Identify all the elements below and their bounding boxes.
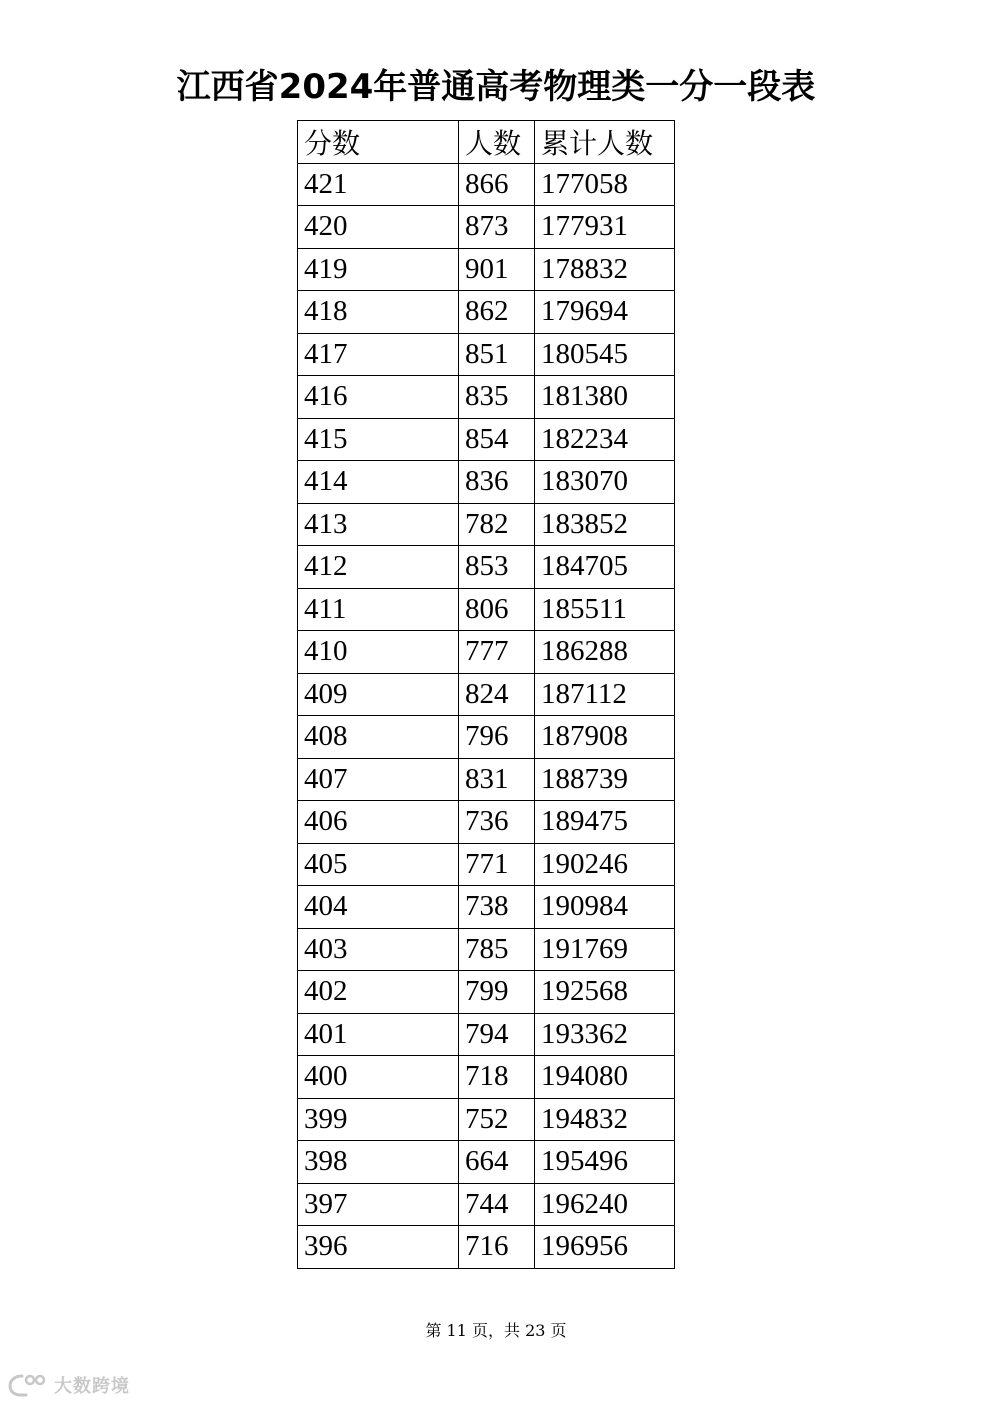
cell-cumulative: 184705: [535, 546, 675, 589]
cell-count: 752: [459, 1098, 535, 1141]
table-row: [298, 758, 675, 801]
cell-cumulative: 196956: [535, 1226, 675, 1269]
cell-score: 401: [298, 1013, 459, 1056]
cell-count: 824: [459, 673, 535, 716]
table-row: [298, 1141, 675, 1184]
table-row: [298, 546, 675, 589]
brand-logo-icon: [8, 1372, 48, 1398]
cell-cumulative: 188739: [535, 758, 675, 801]
table-row: [298, 843, 675, 886]
cell-cumulative: 183852: [535, 503, 675, 546]
table-row: [298, 716, 675, 759]
table-row: [298, 333, 675, 376]
cell-count: 853: [459, 546, 535, 589]
cell-count: 664: [459, 1141, 535, 1184]
cell-count: 862: [459, 291, 535, 334]
cell-score: 405: [298, 843, 459, 886]
cell-count: 738: [459, 886, 535, 929]
cell-score: 417: [298, 333, 459, 376]
cell-score: 421: [298, 163, 459, 206]
table-row: [298, 206, 675, 249]
table-row: [298, 376, 675, 419]
table-row: [298, 631, 675, 674]
table-row: [298, 461, 675, 504]
cell-score: 406: [298, 801, 459, 844]
table-row: [298, 503, 675, 546]
cell-cumulative: 179694: [535, 291, 675, 334]
cell-count: 866: [459, 163, 535, 206]
header-count: 人数: [459, 121, 535, 164]
cell-cumulative: 180545: [535, 333, 675, 376]
table-row: [298, 673, 675, 716]
cell-cumulative: 193362: [535, 1013, 675, 1056]
cell-count: 716: [459, 1226, 535, 1269]
table-row: [298, 418, 675, 461]
cell-score: 409: [298, 673, 459, 716]
cell-cumulative: 194080: [535, 1056, 675, 1099]
cell-count: 806: [459, 588, 535, 631]
cell-count: 799: [459, 971, 535, 1014]
table-row: [298, 928, 675, 971]
cell-score: 408: [298, 716, 459, 759]
cell-score: 413: [298, 503, 459, 546]
cell-count: 777: [459, 631, 535, 674]
table-header-row: [298, 121, 675, 164]
cell-cumulative: 189475: [535, 801, 675, 844]
table-row: [298, 1098, 675, 1141]
cell-count: 836: [459, 461, 535, 504]
cell-score: 403: [298, 928, 459, 971]
cell-cumulative: 192568: [535, 971, 675, 1014]
watermark-text: 大数跨境: [54, 1376, 130, 1397]
cell-score: 412: [298, 546, 459, 589]
score-distribution-table: [297, 120, 675, 1269]
cell-score: 397: [298, 1183, 459, 1226]
cell-cumulative: 183070: [535, 461, 675, 504]
cell-count: 854: [459, 418, 535, 461]
table-row: [298, 1183, 675, 1226]
cell-cumulative: 190246: [535, 843, 675, 886]
cell-score: 396: [298, 1226, 459, 1269]
cell-cumulative: 194832: [535, 1098, 675, 1141]
table-row: [298, 1226, 675, 1269]
cell-cumulative: 190984: [535, 886, 675, 929]
cell-cumulative: 187112: [535, 673, 675, 716]
cell-score: 398: [298, 1141, 459, 1184]
cell-cumulative: 178832: [535, 248, 675, 291]
cell-cumulative: 186288: [535, 631, 675, 674]
page-footer: 第 11 页，共 23 页: [425, 1321, 567, 1340]
table-body: [298, 163, 675, 1268]
table-row: [298, 1056, 675, 1099]
cell-count: 794: [459, 1013, 535, 1056]
cell-score: 399: [298, 1098, 459, 1141]
cell-count: 718: [459, 1056, 535, 1099]
cell-cumulative: 187908: [535, 716, 675, 759]
cell-count: 851: [459, 333, 535, 376]
cell-score: 410: [298, 631, 459, 674]
cell-cumulative: 177058: [535, 163, 675, 206]
table-row: [298, 588, 675, 631]
watermark: [8, 1370, 130, 1400]
cell-score: 418: [298, 291, 459, 334]
cell-score: 419: [298, 248, 459, 291]
cell-count: 782: [459, 503, 535, 546]
cell-cumulative: 181380: [535, 376, 675, 419]
cell-count: 744: [459, 1183, 535, 1226]
header-cumulative: 累计人数: [535, 121, 675, 164]
header-score: 分数: [298, 121, 459, 164]
cell-score: 402: [298, 971, 459, 1014]
cell-score: 407: [298, 758, 459, 801]
cell-count: 873: [459, 206, 535, 249]
table-row: [298, 291, 675, 334]
cell-count: 901: [459, 248, 535, 291]
cell-count: 785: [459, 928, 535, 971]
page-title: 江西省2024年普通高考物理类一分一段表: [176, 67, 816, 107]
cell-score: 416: [298, 376, 459, 419]
cell-cumulative: 191769: [535, 928, 675, 971]
cell-cumulative: 196240: [535, 1183, 675, 1226]
cell-count: 831: [459, 758, 535, 801]
table-row: [298, 248, 675, 291]
cell-score: 414: [298, 461, 459, 504]
cell-count: 835: [459, 376, 535, 419]
cell-cumulative: 177931: [535, 206, 675, 249]
cell-cumulative: 185511: [535, 588, 675, 631]
cell-score: 400: [298, 1056, 459, 1099]
table-row: [298, 801, 675, 844]
cell-score: 411: [298, 588, 459, 631]
cell-cumulative: 195496: [535, 1141, 675, 1184]
table-row: [298, 971, 675, 1014]
table-row: [298, 163, 675, 206]
cell-cumulative: 182234: [535, 418, 675, 461]
table-row: [298, 1013, 675, 1056]
cell-count: 796: [459, 716, 535, 759]
cell-score: 404: [298, 886, 459, 929]
table-row: [298, 886, 675, 929]
cell-score: 420: [298, 206, 459, 249]
cell-count: 736: [459, 801, 535, 844]
cell-score: 415: [298, 418, 459, 461]
cell-count: 771: [459, 843, 535, 886]
